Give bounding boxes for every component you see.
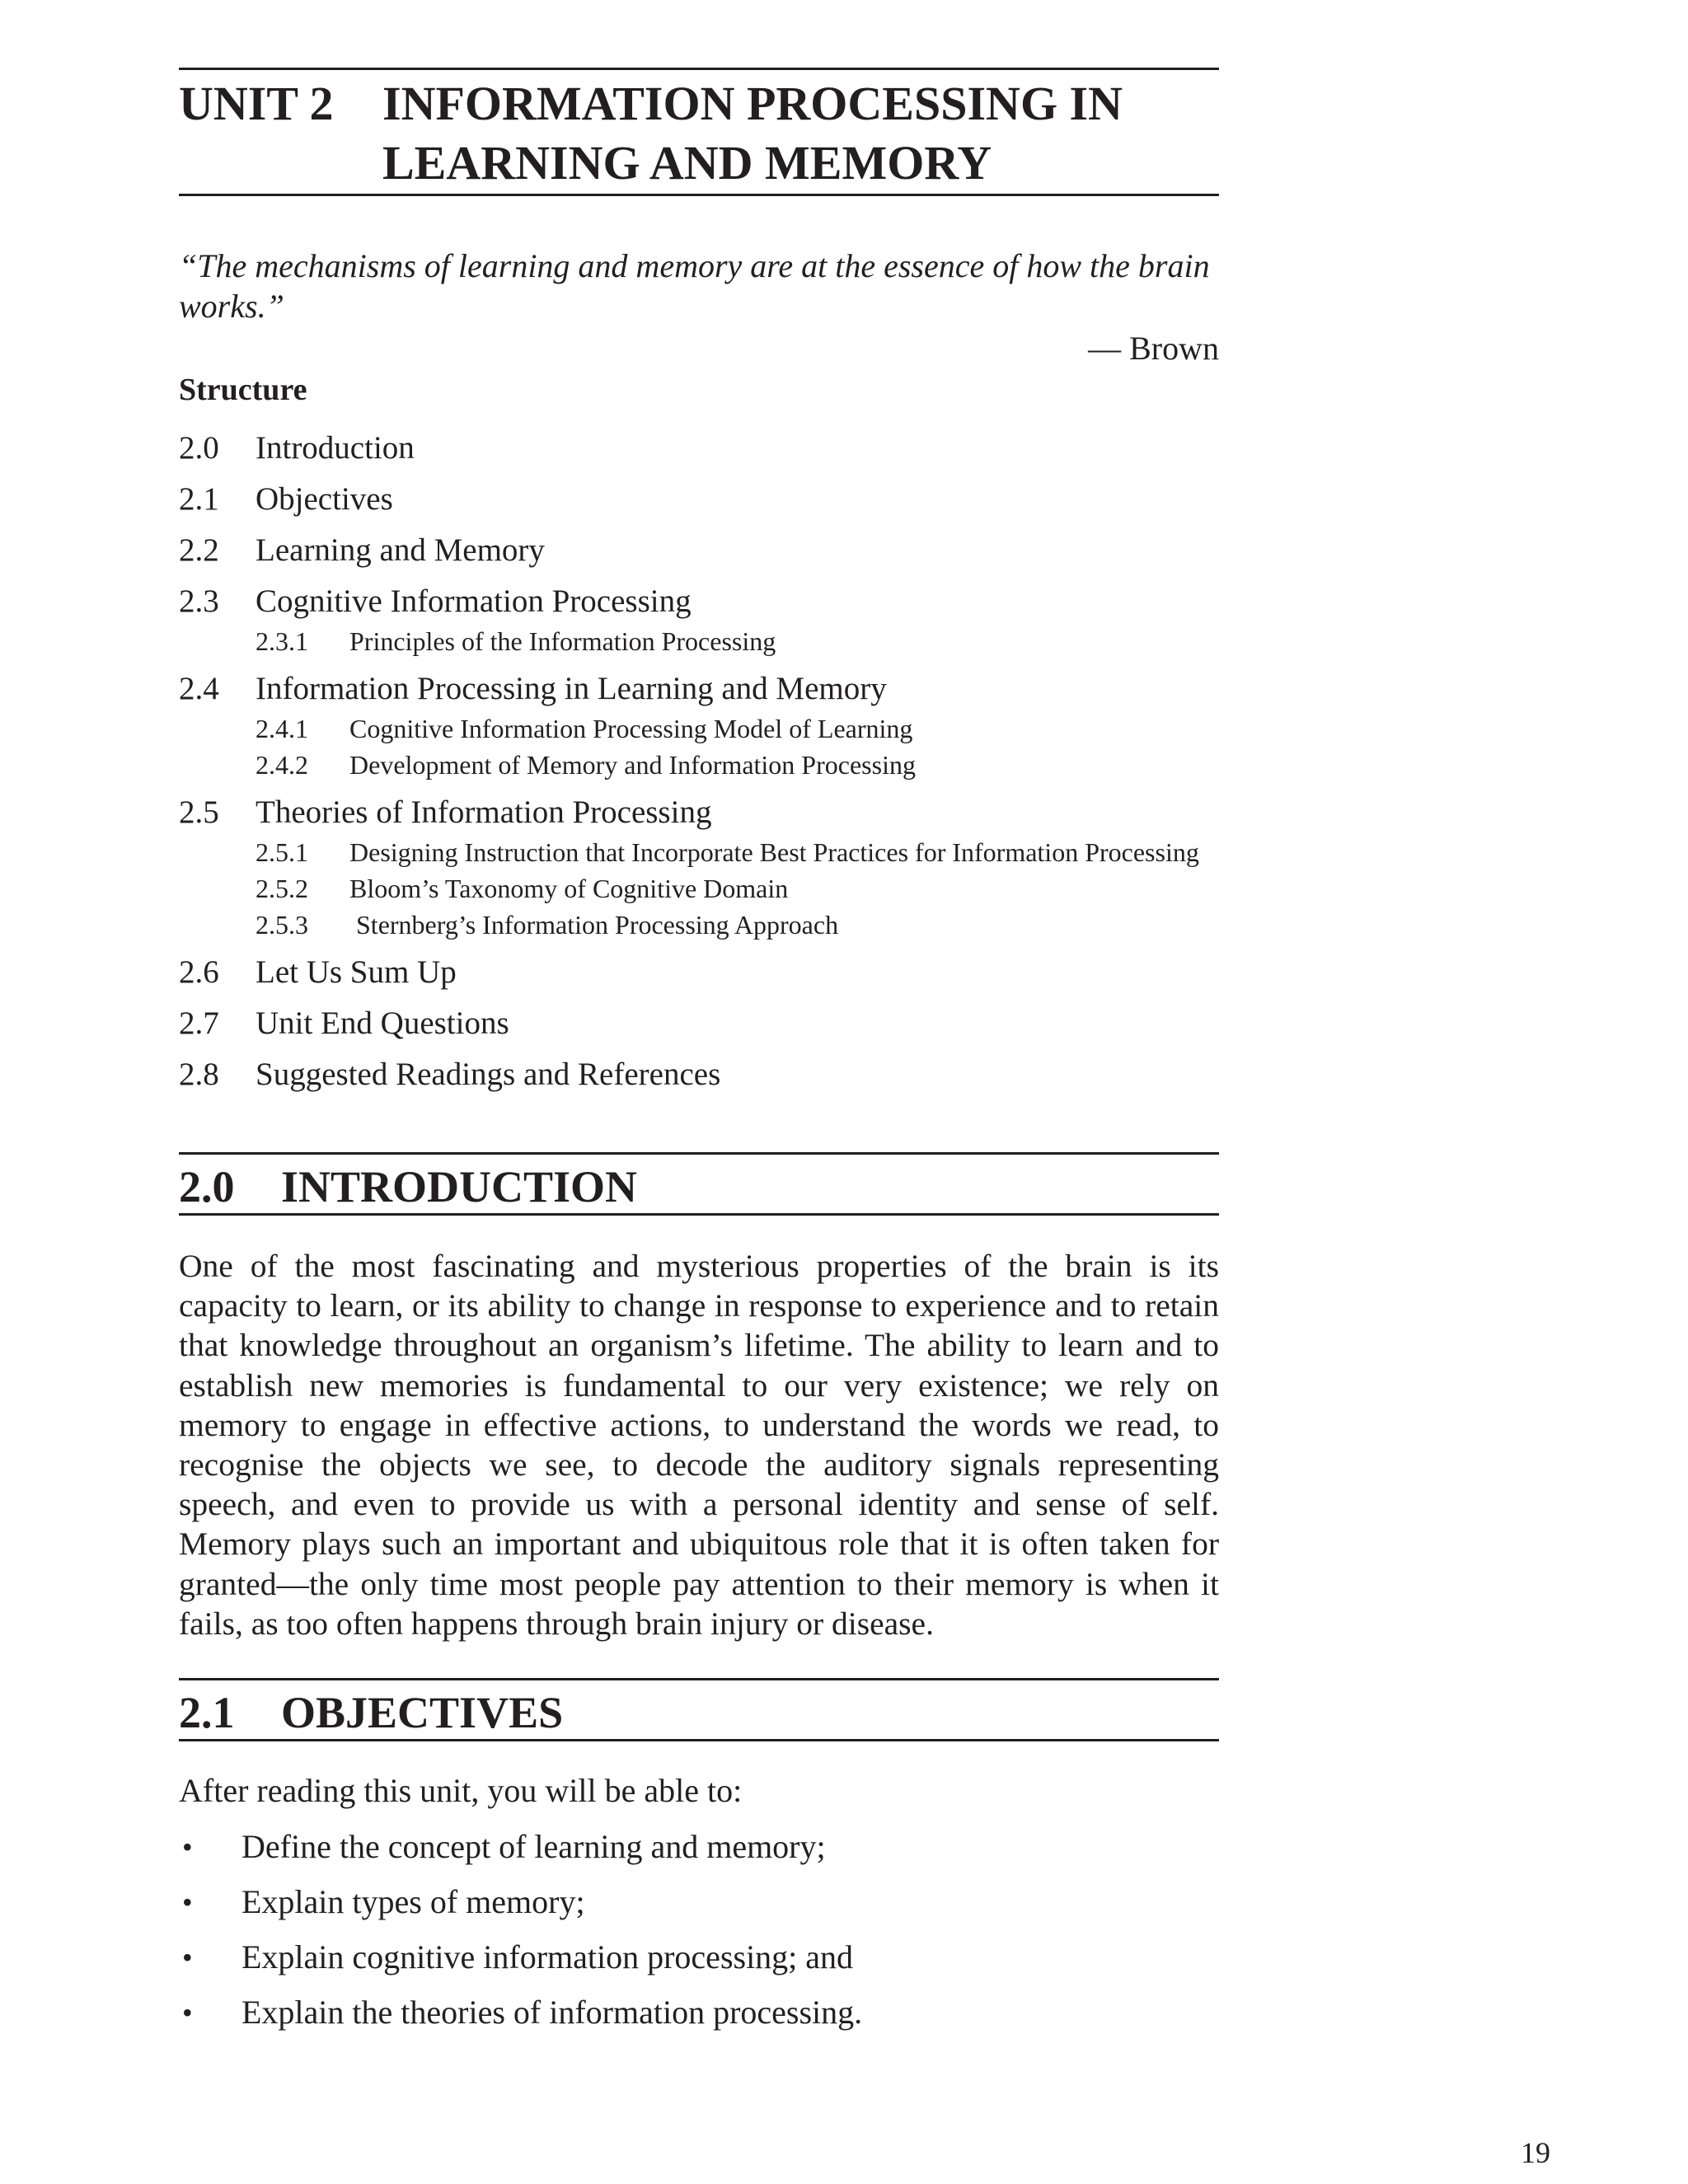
intro-bottom-rule bbox=[179, 1213, 1219, 1216]
unit-label: UNIT 2 bbox=[179, 77, 334, 130]
toc-text: Cognitive Information Processing bbox=[256, 583, 692, 619]
bullet-icon: • bbox=[182, 1941, 193, 1974]
toc-number: 2.3.1 bbox=[256, 626, 308, 656]
objectives-number: 2.1 bbox=[179, 1688, 235, 1737]
structure-list bbox=[179, 425, 1219, 1103]
toc-item bbox=[179, 579, 1219, 630]
toc-number: 2.7 bbox=[179, 1005, 219, 1041]
objectives-title: OBJECTIVES bbox=[281, 1688, 564, 1737]
toc-item bbox=[179, 476, 1219, 527]
toc-number: 2.4.2 bbox=[256, 750, 308, 780]
toc-number: 2.5.3 bbox=[256, 910, 308, 940]
toc-item bbox=[179, 790, 1219, 841]
toc-text: Designing Instruction that Incorporate Best Practices for Information Processing bbox=[349, 837, 1199, 867]
intro-top-rule bbox=[179, 1152, 1219, 1155]
toc-subitem bbox=[179, 748, 1219, 790]
objective-item bbox=[179, 1992, 1219, 2047]
title-bottom-rule bbox=[179, 194, 1219, 196]
toc-text: Theories of Information Processing bbox=[256, 794, 712, 830]
toc-number: 2.5 bbox=[179, 794, 219, 830]
epigraph-quote: “The mechanisms of learning and memory are at the essence of how the brain works.” bbox=[179, 247, 1210, 325]
toc-item bbox=[179, 1052, 1219, 1103]
objectives-heading bbox=[179, 1684, 1219, 1741]
objective-text: Explain the theories of information processing. bbox=[241, 1994, 863, 2031]
toc-number: 2.6 bbox=[179, 954, 219, 990]
toc-number: 2.4 bbox=[179, 671, 219, 706]
toc-subitem bbox=[179, 625, 1219, 666]
toc-text: Development of Memory and Information Processing bbox=[349, 750, 916, 780]
toc-text: Objectives bbox=[256, 481, 393, 517]
toc-number: 2.1 bbox=[179, 481, 219, 517]
objective-item bbox=[179, 1937, 1219, 1992]
page-number: 19 bbox=[1521, 2136, 1550, 2169]
unit-title-line-2: LEARNING AND MEMORY bbox=[382, 136, 992, 190]
toc-text: Sternberg’s Information Processing Approach bbox=[349, 910, 839, 940]
unit-title-line-1: INFORMATION PROCESSING IN bbox=[382, 77, 1123, 130]
objective-item bbox=[179, 1882, 1219, 1937]
toc-text: Principles of the Information Processing bbox=[349, 626, 776, 656]
objectives-top-rule bbox=[179, 1678, 1219, 1680]
toc-number: 2.5.1 bbox=[256, 837, 308, 867]
objective-text: Explain types of memory; bbox=[241, 1883, 585, 1920]
toc-text: Learning and Memory bbox=[256, 532, 545, 568]
toc-item bbox=[179, 527, 1219, 579]
toc-item bbox=[179, 1001, 1219, 1052]
toc-text: Information Processing in Learning and Memory bbox=[256, 671, 887, 706]
toc-number: 2.8 bbox=[179, 1057, 219, 1092]
toc-number: 2.0 bbox=[179, 430, 219, 466]
toc-number: 2.2 bbox=[179, 532, 219, 568]
structure-heading: Structure bbox=[179, 373, 307, 407]
toc-text: Bloom’s Taxonomy of Cognitive Domain bbox=[349, 874, 789, 903]
objective-text: Explain cognitive information processing; and bbox=[241, 1938, 854, 1975]
objectives-bottom-rule bbox=[179, 1739, 1219, 1741]
bullet-icon: • bbox=[182, 1830, 193, 1863]
toc-subitem bbox=[179, 908, 1219, 949]
toc-subitem bbox=[179, 836, 1219, 877]
objectives-lead: After reading this unit, you will be able to: bbox=[179, 1772, 743, 1809]
toc-item bbox=[179, 666, 1219, 717]
introduction-paragraph: One of the most fascinating and mysterious properties of the brain is its capacity to learn, or its ability to change in response to experience and to retain that knowledge throughout an organism’s lifetime. The ability to learn and to establish new memories is fundamental to our very existence; we rely on memory to engage in effective actions, to understand the words we read, to recognise the objects we see, to decode the auditory signals representing speech, and even to provide us with a personal identity and sense of self. Memory plays such an important and ubiquitous role that it is often taken for granted—the only time most people pay attention to their memory is when it fails, as too often happens through brain injury or disease. bbox=[179, 1248, 1219, 1642]
toc-number: 2.4.1 bbox=[256, 714, 308, 743]
toc-subitem bbox=[179, 712, 1219, 753]
toc-text: Introduction bbox=[256, 430, 415, 466]
toc-text: Cognitive Information Processing Model of Learning bbox=[349, 714, 913, 743]
objectives-list bbox=[179, 1826, 1219, 2047]
objective-text: Define the concept of learning and memory; bbox=[241, 1828, 826, 1865]
epigraph-attribution: — Brown bbox=[1088, 330, 1219, 367]
toc-number: 2.5.2 bbox=[256, 874, 308, 903]
objective-item bbox=[179, 1826, 1219, 1882]
title-top-rule bbox=[179, 68, 1219, 70]
unit-name bbox=[382, 74, 1123, 193]
toc-number: 2.3 bbox=[179, 583, 219, 619]
toc-item bbox=[179, 425, 1219, 476]
unit-title bbox=[179, 74, 1219, 198]
toc-subitem bbox=[179, 872, 1219, 913]
toc-text: Unit End Questions bbox=[256, 1005, 509, 1041]
toc-text: Let Us Sum Up bbox=[256, 954, 457, 990]
toc-text: Suggested Readings and References bbox=[256, 1057, 721, 1092]
introduction-heading bbox=[179, 1158, 1219, 1216]
bullet-icon: • bbox=[182, 1996, 193, 2029]
introduction-number: 2.0 bbox=[179, 1162, 235, 1212]
toc-item bbox=[179, 949, 1219, 1001]
bullet-icon: • bbox=[182, 1886, 193, 1919]
introduction-title: INTRODUCTION bbox=[281, 1162, 638, 1212]
